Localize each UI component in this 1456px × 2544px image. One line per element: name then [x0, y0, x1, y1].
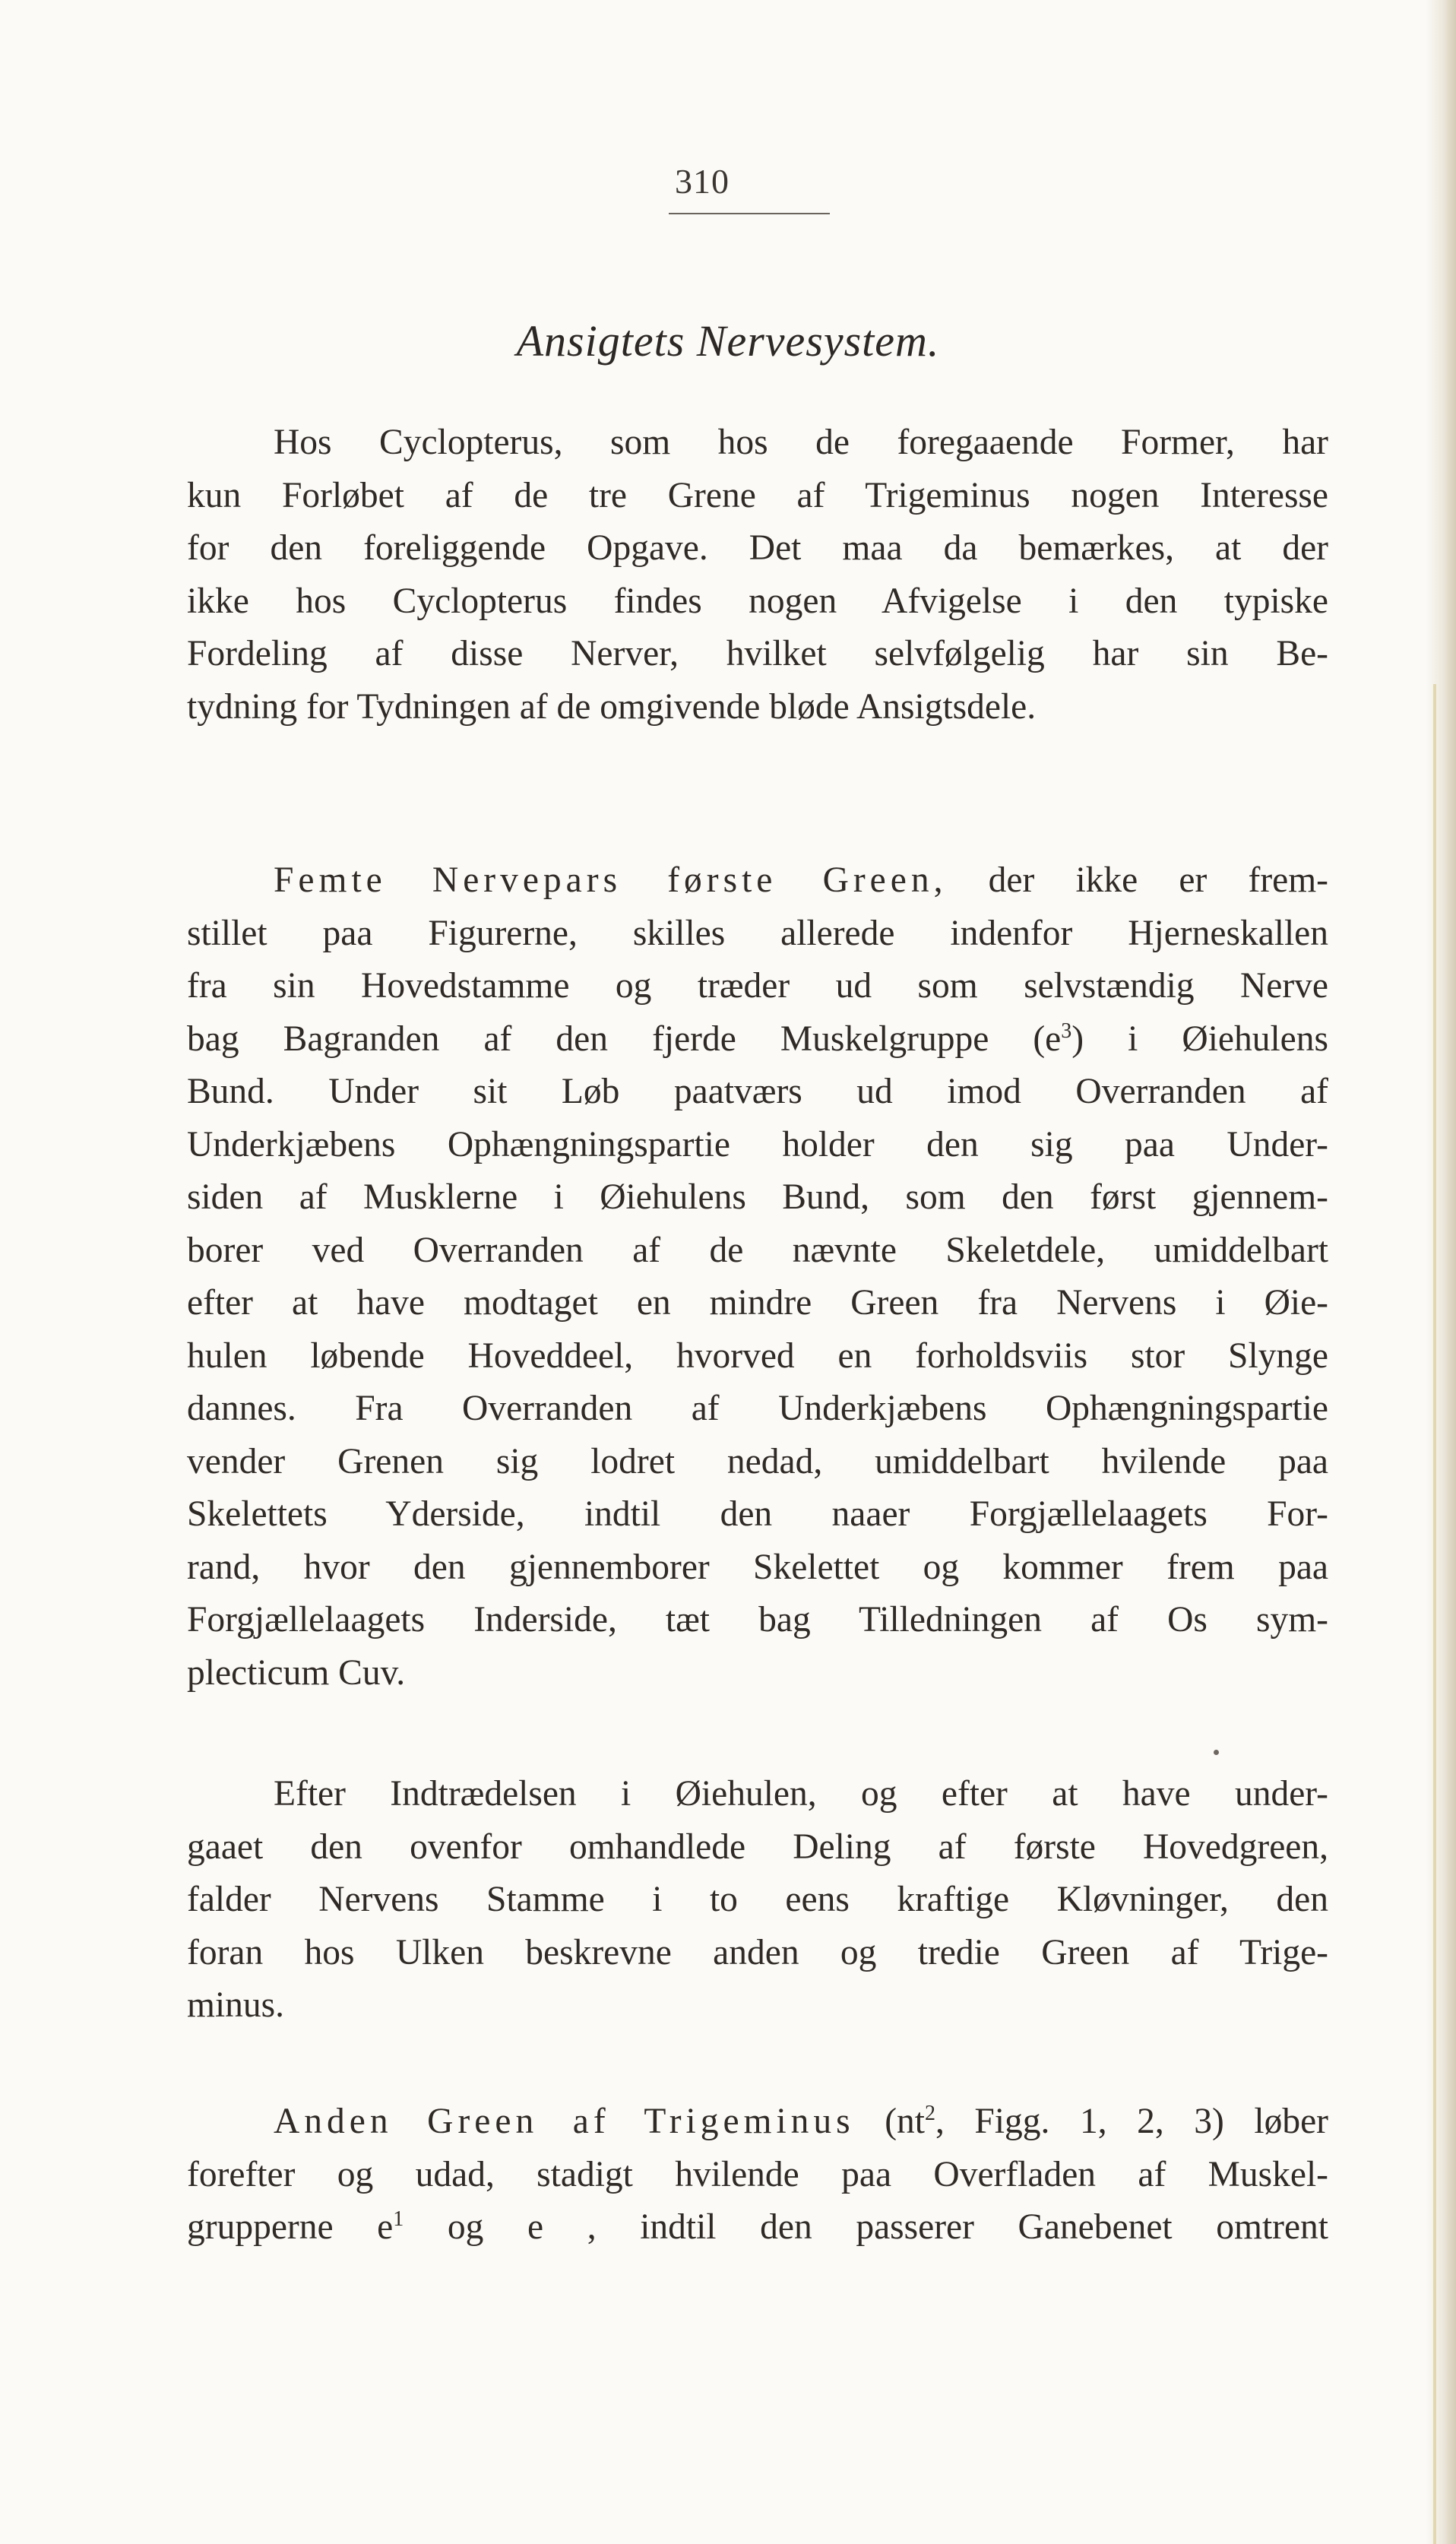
text-line [187, 1013, 1328, 1066]
text-line: dannes. Fra Overranden af Underkjæbens Ophængningspartie [187, 1389, 1328, 1428]
text-line [187, 854, 1328, 908]
text-run: ) i Øiehulens [1071, 1019, 1328, 1059]
page-number: 310 [675, 162, 730, 201]
page-edge-stain [1433, 684, 1436, 2544]
text-line: foran hos Ulken beskrevne anden og tredie Green af Trige- [187, 1932, 1328, 1972]
text-line: minus. [187, 1985, 285, 2025]
spaced-heading: Femte Nervepars første Green, [274, 860, 948, 900]
page-number-rule [669, 213, 830, 214]
text-line: forefter og udad, stadigt hvilende paa Overfladen af Muskel- [187, 2154, 1328, 2194]
print-speck [1214, 1750, 1219, 1755]
text-line: ikke hos Cyclopterus findes nogen Afvigelse i den typiske [187, 581, 1328, 621]
text-run: og e , indtil den passerer Ganebenet omtrent [404, 2207, 1328, 2247]
text-run: (nt [854, 2102, 925, 2141]
text-line: fra sin Hovedstamme og træder ud som selvstændig Nerve [187, 966, 1328, 1006]
section-title: Ansigtets Nervesystem. [516, 316, 940, 366]
text-run: der ikke er frem- [947, 860, 1328, 900]
text-line: falder Nervens Stamme i to eens kraftige Kløvninger, den [187, 1880, 1328, 1919]
paragraph-2 [187, 854, 1328, 1700]
text-line: tydning for Tydningen af de omgivende bløde Ansigtsdele. [187, 686, 1037, 727]
text-line: gaaet den ovenfor omhandlede Deling af første Hovedgreen, [187, 1826, 1328, 1867]
paragraph-1 [187, 417, 1328, 733]
text-line: vender Grenen sig lodret nedad, umiddelbart hvilende paa [187, 1441, 1328, 1481]
text-run: , Figg. 1, 2, 3) løber [935, 2102, 1328, 2141]
text-line: Fordeling af disse Nerver, hvilket selvfølgelig har sin Be- [187, 634, 1328, 673]
text-run: grupperne e [187, 2207, 394, 2247]
superscript: 2 [924, 2102, 935, 2126]
superscript: 3 [1061, 1019, 1072, 1043]
text-line: Underkjæbens Ophængningspartie holder den sig paa Under- [187, 1124, 1328, 1164]
text-line [187, 2096, 1328, 2149]
text-line: Efter Indtrædelsen i Øiehulen, og efter at have under- [274, 1774, 1328, 1814]
page-edge-shadow [1426, 0, 1456, 2544]
text-line: rand, hvor den gjennemborer Skelettet og kommer frem paa [187, 1547, 1328, 1587]
text-run: bag Bagranden af den fjerde Muskelgruppe (e [187, 1019, 1062, 1059]
paragraph-3 [187, 1768, 1328, 2032]
text-line: for den foreliggende Opgave. Det maa da bemærkes, at der [187, 528, 1328, 568]
text-line: plecticum Cuv. [187, 1652, 406, 1693]
text-line: Skelettets Yderside, indtil den naaer Forgjællelaagets For- [187, 1494, 1328, 1534]
text-line: kun Forløbet af de tre Grene af Trigeminus nogen Interesse [187, 475, 1328, 515]
text-line: stillet paa Figurerne, skilles allerede indenfor Hjerneskallen [187, 913, 1328, 953]
text-line: hulen løbende Hoveddeel, hvorved en forholdsviis stor Slynge [187, 1335, 1328, 1376]
text-line: efter at have modtaget en mindre Green fra Nervens i Øie- [187, 1283, 1328, 1323]
paragraph-4 [187, 2096, 1328, 2254]
superscript: 1 [393, 2207, 404, 2232]
text-line: siden af Musklerne i Øiehulens Bund, som den først gjennem- [187, 1177, 1328, 1217]
spaced-heading: Anden Green af Trigeminus [274, 2102, 855, 2141]
text-line: Hos Cyclopterus, som hos de foregaaende Former, har [274, 423, 1328, 462]
text-line: Forgjællelaagets Inderside, tæt bag Tilledningen af Os sym- [187, 1600, 1328, 1640]
text-line: Bund. Under sit Løb paatværs ud imod Overranden af [187, 1072, 1328, 1111]
text-line [187, 2201, 1328, 2254]
text-line: borer ved Overranden af de nævnte Skeletdele, umiddelbart [187, 1230, 1328, 1270]
